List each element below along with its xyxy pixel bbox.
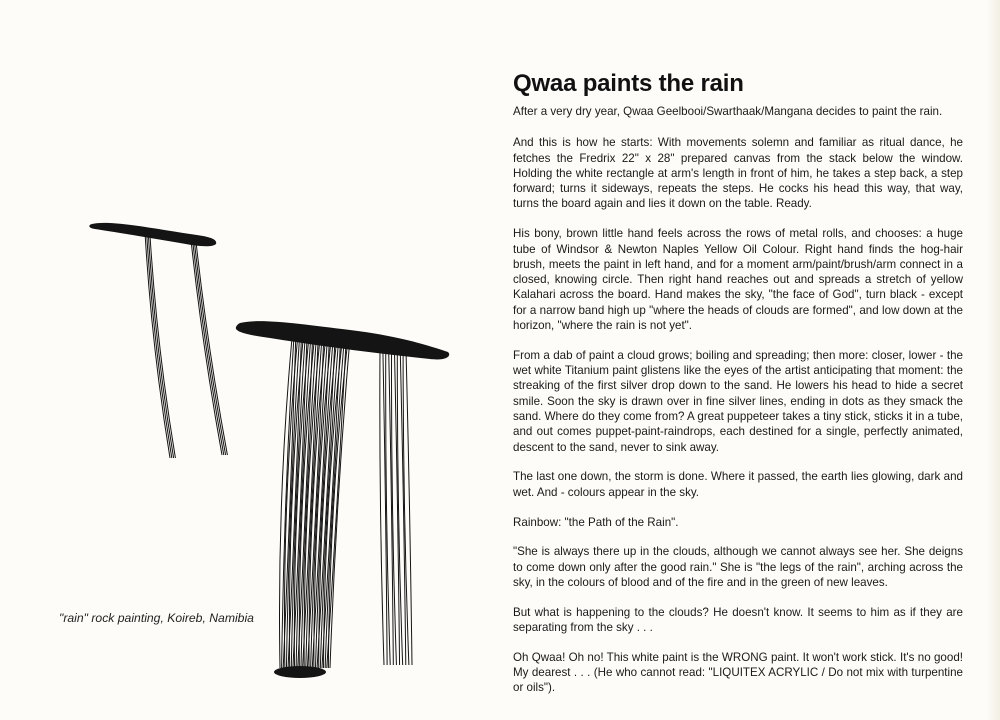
small-cloud-bar bbox=[89, 223, 216, 246]
article-paragraph: The last one down, the storm is done. Where it passed, the earth lies glowing, dark and wet. And - colours appear in the sky. bbox=[513, 470, 963, 499]
article-paragraph: From a dab of paint a cloud grows; boiling and spreading; then more: closer, lower - the wet white Titanium paint glistens like the eyes of the artist anticipating that moment: the streaking of the first silver drop down to the sand. He lowers his head to hide a secret smile. Soon the sky is drawn over in fine silver lines, ending in dots as they smack the sand. Where do they come from? A great puppeteer takes a tiny stick, sticks it in a tube, and out comes puppet-paint-raindrops, each destined for a single, perfectly animated, descent to the sand, never to sink away. bbox=[513, 348, 963, 454]
article-paragraph: After a very dry year, Qwaa Geelbooi/Swarthaak/Mangana decides to paint the rain. bbox=[513, 105, 943, 118]
article-paragraph: His bony, brown little hand feels across the rows of metal rolls, and chooses: a huge tube of Windsor & Newton Naples Yellow Oil Colour. Right hand finds the hog-hair brush, meets the paint in left hand, and for a moment arm/paint/brush/arm connect in a closed, knowing circle. Then right hand reaches out and spreads a stretch of yellow Kalahari across the board. Hand makes the sky, "the face of God", turn black - except for a narrow band high up "where the heads of clouds are formed", and low down at the horizon, "where the rain is not yet". bbox=[513, 227, 963, 333]
article-paragraph: "She is always there up in the clouds, although we cannot always see her. She deigns to come down only after the good rain." She is "the legs of the rain", arching across the sky, in the colours of blood and of the fire and in the green of new leaves. bbox=[513, 545, 963, 589]
article-paragraph: Rainbow: "the Path of the Rain". bbox=[513, 515, 679, 529]
rain-streak bbox=[296, 338, 311, 668]
article-paragraph: Oh Qwaa! Oh no! This white paint is the WRONG paint. It won't work stick. It's no good! My dearest . . . (He who cannot read: "LIQUITEX ACRYLIC / Do not mix with turpentine or oils"). bbox=[513, 650, 963, 695]
article bbox=[513, 70, 963, 710]
illustration-caption: "rain" rock painting, Koireb, Namibia bbox=[59, 611, 254, 625]
page-edge-shadow bbox=[986, 0, 1000, 720]
rain-streak bbox=[397, 350, 402, 665]
rain-streaks bbox=[145, 232, 412, 668]
article-title: Qwaa paints the rain bbox=[513, 70, 744, 97]
article-paragraph: But what is happening to the clouds? He doesn't know. It seems to him as if they are separating from the sky . . . bbox=[513, 605, 963, 635]
rain-streak bbox=[150, 232, 176, 458]
article-paragraph: And this is how he starts: With movements solemn and familiar as ritual dance, he fetches the Fredrix 22" x 28" prepared canvas from the stack below the window. Holding the white rectangle at arm's length in front of him, he takes a step back, a step forward; turns it sideways, repeats the steps. He cocks his head this way, that way, turns the board again and lies it down on the table. Ready. bbox=[513, 136, 963, 211]
rain-streak bbox=[196, 240, 228, 455]
